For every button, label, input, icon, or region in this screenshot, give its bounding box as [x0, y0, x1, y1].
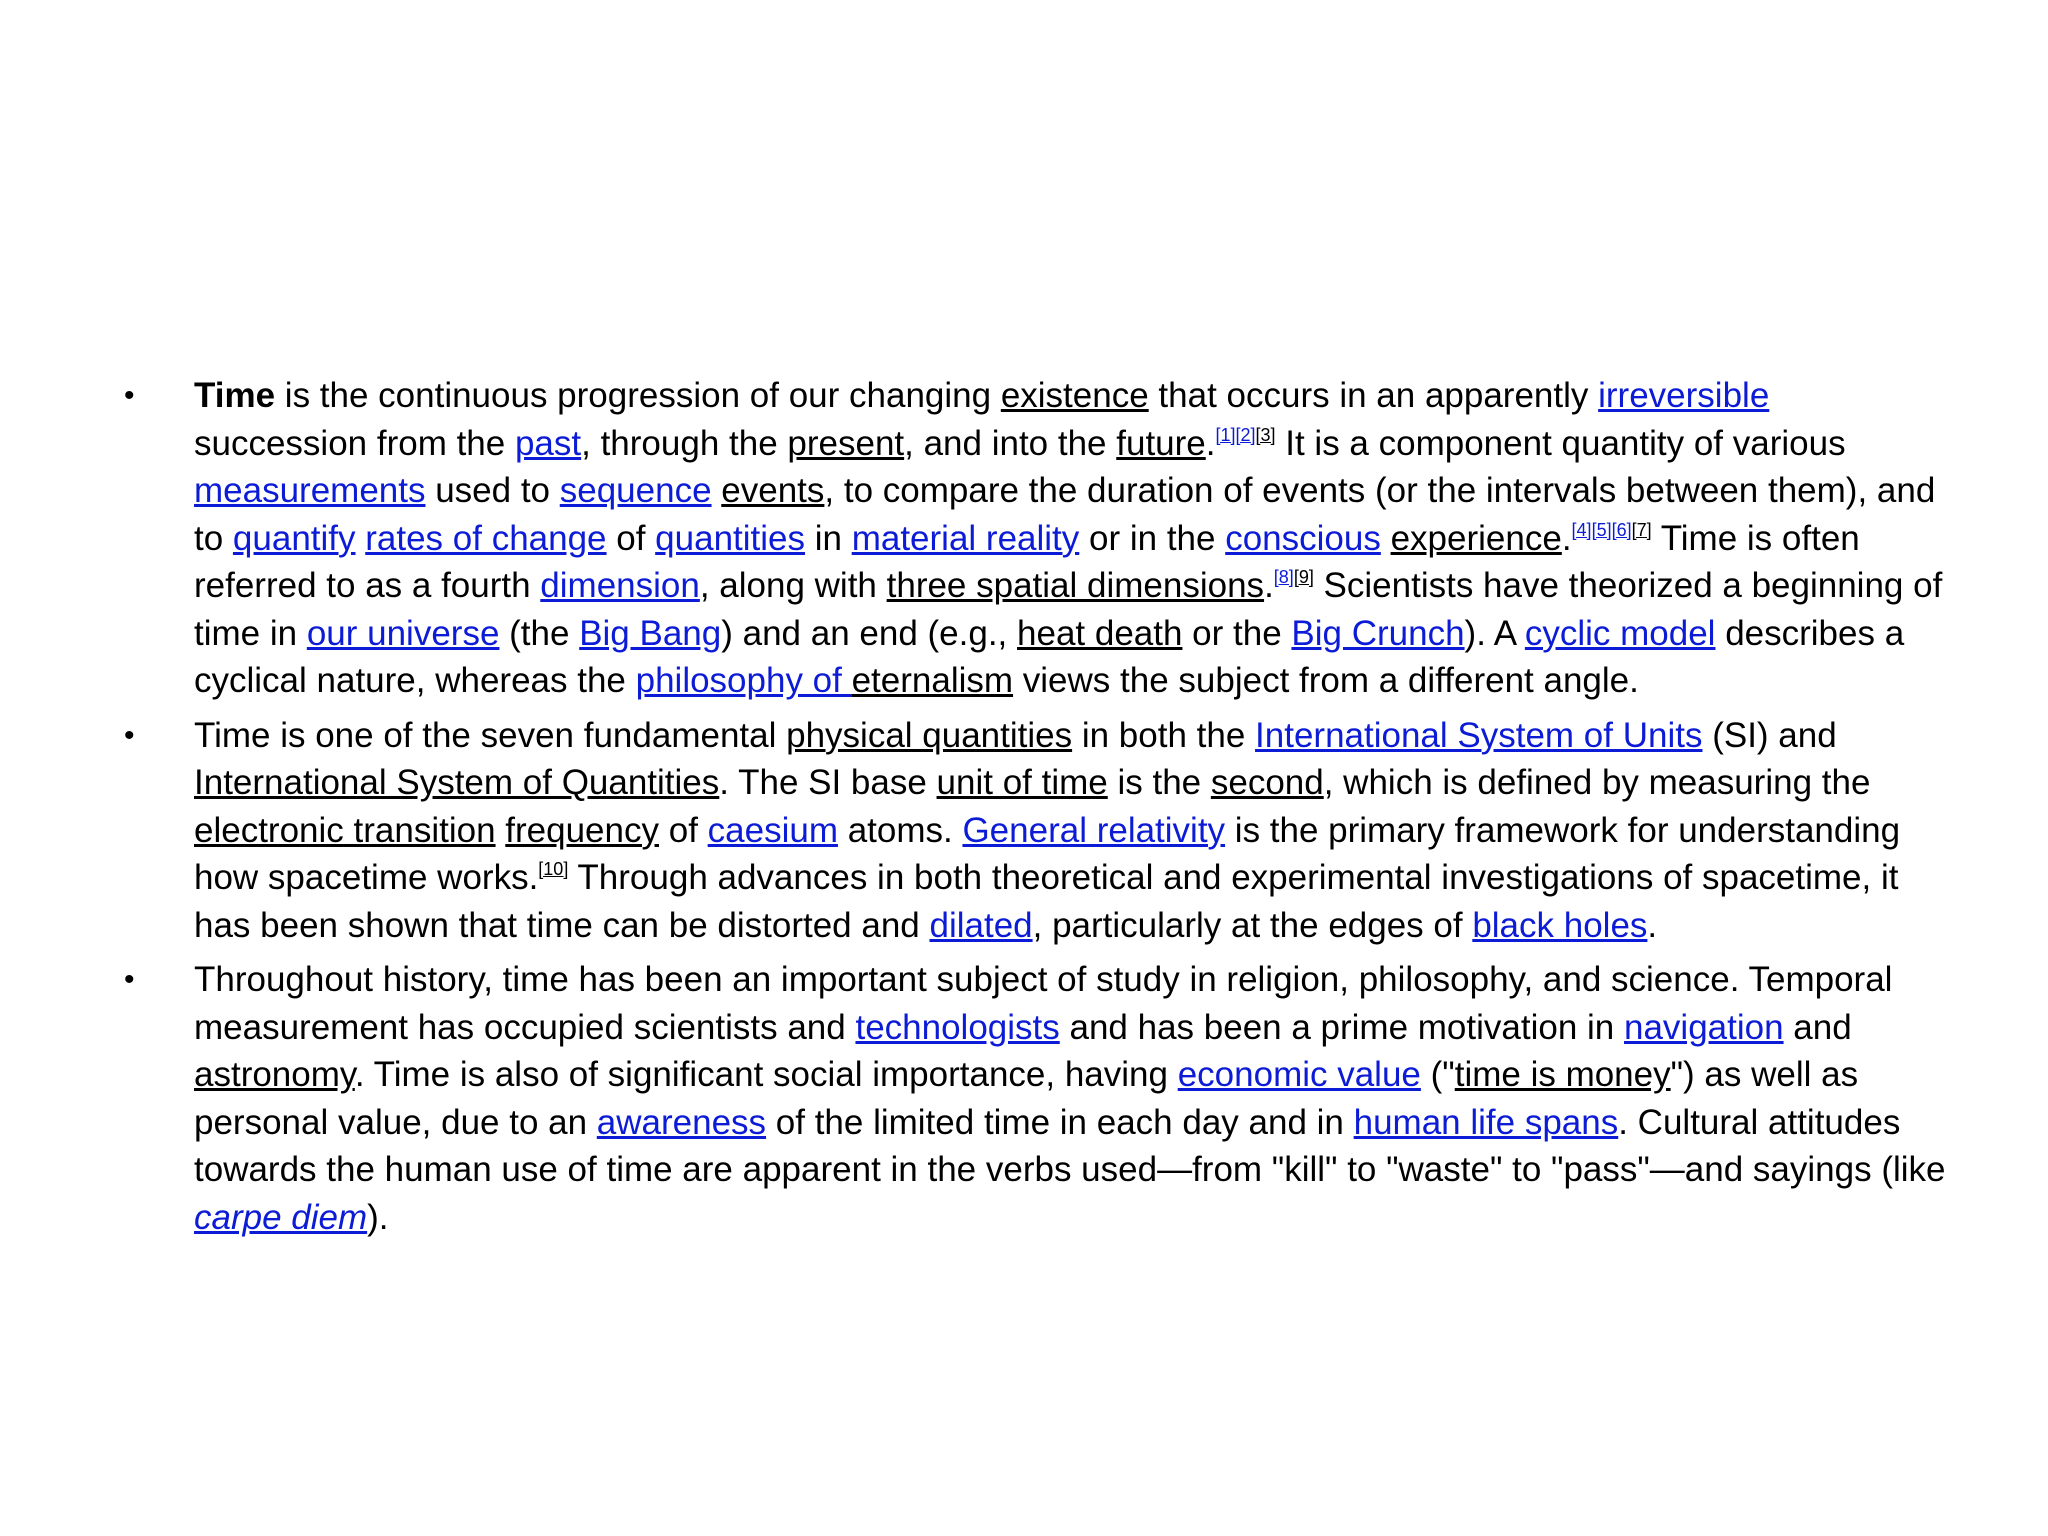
hyperlink[interactable]: second — [1210, 763, 1324, 802]
text-run: , through the — [581, 423, 788, 463]
citation-link[interactable]: [6] — [1611, 519, 1632, 540]
bullet-icon: • — [124, 963, 135, 996]
hyperlink[interactable]: dilated — [929, 905, 1033, 945]
hyperlink[interactable]: quantify — [232, 518, 356, 558]
hyperlink[interactable]: philosophy of — [635, 661, 852, 700]
citation-link[interactable]: [10] — [538, 859, 569, 879]
text-run: , to compare the duration of events (or the intervals between them), and to — [194, 471, 1936, 558]
text-run: . — [1264, 566, 1274, 605]
text-run: Scientists have theorized a beginning of time in — [194, 566, 1943, 653]
text-body — [116, 372, 1946, 1248]
hyperlink[interactable]: black holes — [1472, 905, 1648, 945]
text-run — [496, 811, 506, 850]
bullet-item — [116, 712, 1946, 950]
text-run: (the — [499, 613, 580, 653]
citation-link[interactable]: [4] — [1571, 519, 1592, 540]
hyperlink[interactable]: three spatial dimensions — [886, 566, 1265, 605]
hyperlink[interactable]: astronomy — [194, 1055, 355, 1094]
text-run: of — [606, 518, 656, 558]
citation-link[interactable]: [5] — [1591, 519, 1612, 540]
bold-term: Time — [194, 376, 276, 415]
text-run: is the — [1107, 763, 1211, 802]
hyperlink[interactable]: sequence — [559, 471, 712, 510]
text-run: ). — [367, 1197, 389, 1237]
hyperlink[interactable]: cyclic model — [1524, 613, 1716, 653]
bullet-item — [116, 956, 1946, 1241]
text-run: and has been a prime motivation in — [1059, 1007, 1624, 1047]
text-run: . Time is also of significant social importance, having — [354, 1055, 1178, 1094]
text-run: . The SI base — [719, 763, 937, 802]
hyperlink[interactable]: our universe — [306, 613, 500, 653]
text-run: Throughout history, time has been an important subject of study in religion, philosophy, and science. Temporal measurement has occupied scientists and — [194, 960, 1893, 1047]
text-run: views the subject from a different angle. — [1013, 661, 1639, 700]
bullet-icon: • — [124, 718, 135, 752]
text-run: . — [1205, 423, 1216, 463]
text-run: , particularly at the edges of — [1032, 905, 1473, 945]
hyperlink[interactable]: irreversible — [1598, 376, 1770, 415]
hyperlink[interactable]: economic value — [1177, 1055, 1421, 1094]
text-run: in — [805, 518, 852, 558]
bullet-list — [116, 372, 1946, 1241]
hyperlink[interactable]: past — [514, 423, 582, 463]
hyperlink[interactable]: existence — [1000, 376, 1149, 415]
text-run: of — [659, 810, 708, 850]
hyperlink[interactable]: experience — [1390, 518, 1562, 558]
bullet-icon: • — [124, 379, 135, 412]
hyperlink[interactable]: technologists — [855, 1007, 1060, 1047]
text-run: , and into the — [904, 423, 1117, 463]
hyperlink[interactable]: conscious — [1225, 518, 1381, 558]
hyperlink[interactable]: navigation — [1624, 1007, 1784, 1047]
text-run: . Cultural attitudes towards the human use of time are apparent in the verbs used—from "kill" to "waste" to "pass"—and sayings (like — [194, 1102, 1946, 1189]
text-run: atoms. — [837, 810, 963, 850]
bullet-item — [116, 372, 1946, 705]
hyperlink[interactable]: eternalism — [851, 661, 1014, 700]
hyperlink[interactable]: events — [721, 471, 825, 510]
hyperlink[interactable]: frequency — [505, 810, 659, 850]
text-run — [712, 471, 722, 510]
text-run: succession from the — [194, 423, 515, 463]
hyperlink[interactable]: unit of time — [936, 763, 1108, 802]
text-run: is the continuous progression of our changing — [275, 376, 1001, 415]
text-run: is the primary framework for understanding how spacetime works. — [194, 810, 1901, 897]
paragraph-text — [194, 376, 1942, 700]
hyperlink[interactable]: rates of change — [365, 518, 607, 558]
text-run: , along with — [699, 566, 887, 605]
text-run: It is a component quantity of various — [1275, 423, 1846, 463]
text-run: (" — [1420, 1055, 1455, 1094]
text-run: Through advances in both theoretical and experimental investigations of spacetime, it has been shown that time can be distorted and — [194, 858, 1899, 945]
citation-link[interactable]: [8] — [1273, 567, 1294, 587]
text-run: that occurs in an apparently — [1148, 376, 1599, 415]
text-run: or in the — [1079, 518, 1226, 558]
citation-link[interactable]: [7] — [1631, 519, 1652, 540]
hyperlink[interactable]: future — [1116, 423, 1206, 463]
hyperlink[interactable]: General relativity — [962, 810, 1226, 850]
hyperlink[interactable]: International System of Units — [1255, 715, 1703, 755]
text-run: . — [1561, 518, 1572, 558]
hyperlink[interactable]: International System of Quantities — [194, 763, 720, 802]
text-run: , which is defined by measuring the — [1323, 763, 1871, 802]
text-run: ). A — [1464, 613, 1525, 653]
hyperlink[interactable]: time is money — [1454, 1055, 1671, 1094]
hyperlink[interactable]: physical quantities — [786, 715, 1073, 755]
hyperlink[interactable]: Big Bang — [579, 613, 722, 653]
text-run: or the — [1182, 613, 1292, 653]
text-run: used to — [425, 471, 560, 510]
paragraph-text — [194, 716, 1900, 945]
hyperlink[interactable]: heat death — [1017, 613, 1183, 653]
hyperlink[interactable]: human life spans — [1353, 1102, 1619, 1142]
citation-link[interactable]: [9] — [1293, 567, 1314, 587]
hyperlink[interactable]: present — [787, 423, 905, 463]
text-run: and — [1783, 1007, 1852, 1047]
text-run: describes a cyclical nature, whereas the — [194, 613, 1905, 700]
text-run: Time is one of the seven fundamental — [194, 715, 787, 755]
text-run: in both the — [1072, 715, 1256, 755]
text-run: Time is often referred to as a fourth — [194, 518, 1860, 605]
hyperlink[interactable]: carpe diem — [194, 1197, 368, 1237]
text-run: ") as well as personal value, due to an — [194, 1055, 1859, 1142]
text-run: (SI) and — [1702, 715, 1837, 755]
hyperlink[interactable]: awareness — [596, 1102, 767, 1142]
hyperlink[interactable]: caesium — [707, 810, 838, 850]
text-run: ) and an end (e.g., — [721, 613, 1018, 653]
text-run — [1381, 519, 1391, 558]
hyperlink[interactable]: measurements — [194, 471, 426, 510]
citation-link[interactable]: [3] — [1255, 424, 1276, 445]
paragraph-text — [194, 960, 1946, 1237]
hyperlink[interactable]: electronic transition — [194, 810, 496, 850]
citation-link[interactable]: [2] — [1235, 424, 1256, 445]
hyperlink[interactable]: dimension — [540, 566, 700, 605]
text-run: . — [1647, 905, 1658, 945]
hyperlink[interactable]: Big Crunch — [1291, 613, 1465, 653]
text-run — [356, 519, 366, 558]
hyperlink[interactable]: quantities — [655, 518, 805, 558]
citation-link[interactable]: [1] — [1215, 424, 1236, 445]
hyperlink[interactable]: material reality — [851, 518, 1080, 558]
text-run: of the limited time in each day and in — [766, 1102, 1354, 1142]
